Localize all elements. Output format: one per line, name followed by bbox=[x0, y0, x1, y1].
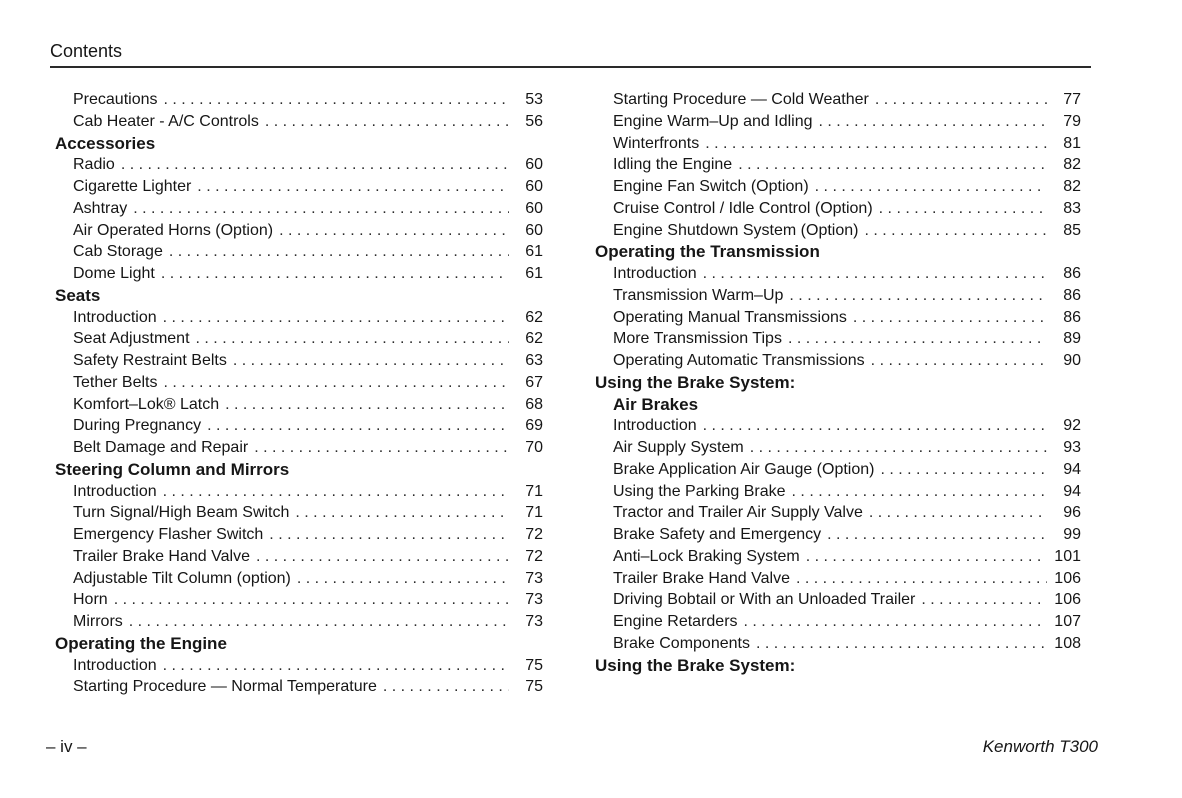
toc-entry-page: 61 bbox=[525, 265, 543, 282]
toc-entry[interactable] bbox=[55, 437, 543, 459]
toc-section-heading: Accessories bbox=[55, 133, 156, 153]
dot-leader bbox=[879, 198, 1047, 220]
toc-entry[interactable] bbox=[595, 263, 1081, 285]
dot-leader bbox=[853, 307, 1047, 329]
dot-leader bbox=[871, 350, 1047, 372]
dot-leader bbox=[880, 459, 1047, 481]
toc-entry-page: 71 bbox=[525, 504, 543, 522]
dot-leader bbox=[788, 328, 1047, 350]
dot-leader bbox=[114, 589, 509, 611]
toc-entry-page: 86 bbox=[1063, 286, 1081, 304]
toc-entry-title: Engine Fan Switch (Option) bbox=[613, 178, 809, 195]
toc-entry-title: Engine Retarders bbox=[613, 613, 738, 630]
toc-entry-title: Precautions bbox=[73, 91, 158, 108]
toc-entry-page: 75 bbox=[525, 678, 543, 696]
toc-entry-title: Seat Adjustment bbox=[73, 330, 190, 348]
toc-entry-page: 106 bbox=[1054, 591, 1081, 609]
toc-entry[interactable] bbox=[595, 459, 1081, 481]
dot-leader bbox=[254, 437, 509, 459]
dot-leader bbox=[256, 546, 509, 568]
dot-leader bbox=[864, 220, 1047, 242]
toc-entry-title: Introduction bbox=[73, 656, 157, 674]
toc-entry[interactable] bbox=[595, 133, 1081, 155]
toc-entry[interactable] bbox=[595, 154, 1081, 176]
toc-entry-page: 79 bbox=[1063, 112, 1081, 130]
dot-leader bbox=[738, 154, 1047, 176]
dot-leader bbox=[269, 524, 509, 546]
toc-entry-page: 75 bbox=[525, 656, 543, 674]
toc-entry[interactable] bbox=[595, 198, 1081, 220]
toc-entry-title: Cab Storage bbox=[73, 243, 163, 261]
toc-section-heading: Steering Column and Mirrors bbox=[55, 459, 290, 479]
toc-entry[interactable] bbox=[55, 655, 543, 677]
toc-entry[interactable] bbox=[55, 568, 543, 590]
toc-entry-title: Brake Application Air Gauge (Option) bbox=[613, 460, 875, 478]
toc-entry-page: 106 bbox=[1054, 569, 1081, 587]
dot-leader bbox=[295, 502, 509, 524]
toc-entry-title: Operating Automatic Transmissions bbox=[613, 352, 865, 369]
page-header-title: Contents bbox=[50, 41, 123, 61]
toc-entry[interactable] bbox=[595, 111, 1081, 133]
toc-entry-page: 90 bbox=[1063, 352, 1081, 369]
toc-entry-page: 62 bbox=[525, 330, 543, 348]
dot-leader bbox=[750, 437, 1047, 459]
toc-entry-title: Introduction bbox=[613, 265, 697, 282]
toc-entry-page: 89 bbox=[1063, 330, 1081, 348]
toc-entry-title: Dome Light bbox=[73, 265, 155, 282]
toc-entry-title: Belt Damage and Repair bbox=[73, 439, 249, 456]
toc-entry-page: 71 bbox=[525, 482, 543, 500]
toc-entry-page: 73 bbox=[525, 569, 543, 587]
toc-entry-page: 60 bbox=[525, 156, 543, 174]
dot-leader bbox=[129, 611, 509, 633]
dot-leader bbox=[164, 89, 510, 111]
toc-entry[interactable] bbox=[55, 198, 543, 220]
dot-leader bbox=[197, 176, 509, 198]
dot-leader bbox=[869, 502, 1047, 524]
toc-entry[interactable] bbox=[55, 328, 543, 350]
toc-entry-page: 73 bbox=[525, 591, 543, 609]
toc-entry-page: 77 bbox=[1063, 91, 1081, 108]
toc-entry[interactable] bbox=[595, 568, 1081, 590]
toc-entry-page: 107 bbox=[1054, 613, 1081, 630]
toc-entry[interactable] bbox=[595, 589, 1081, 611]
toc-entry-title: Anti–Lock Braking System bbox=[613, 547, 800, 565]
toc-entry[interactable] bbox=[55, 502, 543, 524]
toc-entry-title: Turn Signal/High Beam Switch bbox=[73, 504, 290, 522]
toc-entry-title: Winterfronts bbox=[613, 134, 700, 152]
toc-subsection-heading: Air Brakes bbox=[613, 394, 699, 414]
toc-entry[interactable] bbox=[595, 415, 1081, 437]
toc-section-heading: Operating the Transmission bbox=[595, 242, 820, 262]
toc-entry[interactable] bbox=[595, 524, 1081, 546]
dot-leader bbox=[383, 676, 509, 698]
toc-entry-page: 85 bbox=[1063, 221, 1081, 239]
toc-entry[interactable] bbox=[55, 241, 543, 263]
toc-entry[interactable] bbox=[595, 481, 1081, 503]
toc-entry[interactable] bbox=[595, 437, 1081, 459]
toc-entry-title: Cruise Control / Idle Control (Option) bbox=[613, 199, 873, 217]
toc-entry-page: 69 bbox=[525, 417, 543, 435]
toc-entry-title: Horn bbox=[73, 591, 108, 609]
toc-entry-page: 72 bbox=[525, 547, 543, 565]
dot-leader bbox=[279, 220, 509, 242]
toc-entry[interactable] bbox=[595, 220, 1081, 242]
toc-entry-title: Adjustable Tilt Column (option) bbox=[73, 569, 291, 587]
toc-entry-page: 86 bbox=[1063, 265, 1081, 282]
toc-entry[interactable] bbox=[595, 633, 1081, 655]
toc-entry-title: Trailer Brake Hand Valve bbox=[613, 569, 790, 587]
toc-entry-page: 108 bbox=[1054, 634, 1081, 652]
toc-entry[interactable] bbox=[55, 263, 543, 285]
toc-entry-page: 67 bbox=[525, 373, 543, 391]
toc-entry-title: Engine Shutdown System (Option) bbox=[613, 221, 859, 239]
toc-entry-title: Trailer Brake Hand Valve bbox=[73, 547, 250, 565]
toc-entry-page: 96 bbox=[1063, 504, 1081, 522]
toc-section-heading: Operating the Engine bbox=[55, 633, 227, 653]
dot-leader bbox=[121, 154, 509, 176]
dot-leader bbox=[827, 524, 1047, 546]
toc-entry[interactable] bbox=[55, 111, 543, 133]
toc-entry-page: 56 bbox=[525, 112, 543, 130]
toc-entry-page: 92 bbox=[1063, 417, 1081, 435]
toc-entry-page: 60 bbox=[525, 221, 543, 239]
dot-leader bbox=[196, 328, 509, 350]
toc-entry-title: Ashtray bbox=[73, 199, 128, 217]
dot-leader bbox=[875, 89, 1047, 111]
dot-leader bbox=[796, 568, 1047, 590]
toc-entry[interactable] bbox=[595, 285, 1081, 307]
toc-entry-title: Brake Components bbox=[613, 634, 750, 652]
toc-entry-page: 72 bbox=[525, 526, 543, 543]
toc-entry-page: 81 bbox=[1063, 134, 1081, 152]
page-number: – iv – bbox=[46, 737, 87, 756]
dot-leader bbox=[225, 394, 509, 416]
toc-entry-page: 62 bbox=[525, 308, 543, 326]
toc-entry-title: Idling the Engine bbox=[613, 156, 733, 174]
toc-entry-title: Komfort–Lok® Latch bbox=[73, 395, 220, 413]
toc-entry[interactable] bbox=[595, 89, 1081, 111]
toc-entry-title: Introduction bbox=[73, 482, 157, 500]
dot-leader bbox=[744, 611, 1047, 633]
toc-entry-page: 86 bbox=[1063, 308, 1081, 326]
toc-entry-title: Starting Procedure — Cold Weather bbox=[613, 91, 869, 108]
toc-entry[interactable] bbox=[55, 546, 543, 568]
toc-entry[interactable] bbox=[595, 307, 1081, 329]
toc-entry[interactable] bbox=[55, 676, 543, 698]
toc-entry-page: 99 bbox=[1063, 526, 1081, 543]
header-rule bbox=[50, 66, 1091, 68]
toc-entry-title: Cab Heater - A/C Controls bbox=[73, 112, 259, 130]
toc-entry[interactable] bbox=[55, 89, 543, 111]
toc-entry-title: Tractor and Trailer Air Supply Valve bbox=[613, 504, 863, 522]
toc-entry-title: Brake Safety and Emergency bbox=[613, 526, 822, 543]
toc-entry-page: 70 bbox=[525, 439, 543, 456]
toc-entry-title: Mirrors bbox=[73, 613, 123, 630]
toc-entry-title: Using the Parking Brake bbox=[613, 482, 786, 500]
toc-entry-title: Tether Belts bbox=[73, 373, 158, 391]
toc-entry-page: 61 bbox=[525, 243, 543, 261]
dot-leader bbox=[792, 481, 1047, 503]
toc-entry-title: Safety Restraint Belts bbox=[73, 352, 227, 369]
toc-entry-title: Operating Manual Transmissions bbox=[613, 308, 847, 326]
toc-entry-page: 63 bbox=[525, 352, 543, 369]
toc-entry[interactable] bbox=[55, 589, 543, 611]
dot-leader bbox=[163, 307, 509, 329]
toc-left-column bbox=[55, 89, 543, 698]
toc-entry[interactable] bbox=[595, 546, 1081, 568]
toc-entry-title: Engine Warm–Up and Idling bbox=[613, 112, 813, 130]
toc-entry-page: 60 bbox=[525, 178, 543, 195]
dot-leader bbox=[133, 198, 509, 220]
toc-entry[interactable] bbox=[55, 481, 543, 503]
toc-entry-title: Air Operated Horns (Option) bbox=[73, 221, 274, 239]
toc-entry-title: Driving Bobtail or With an Unloaded Trailer bbox=[613, 591, 916, 609]
toc-section-heading: Using the Brake System: bbox=[595, 655, 796, 675]
dot-leader bbox=[163, 372, 509, 394]
toc-entry-page: 82 bbox=[1063, 178, 1081, 195]
dot-leader bbox=[233, 350, 509, 372]
toc-entry-page: 94 bbox=[1063, 482, 1081, 500]
toc-entry[interactable] bbox=[55, 372, 543, 394]
toc-entry[interactable] bbox=[55, 394, 543, 416]
dot-leader bbox=[705, 133, 1047, 155]
dot-leader bbox=[297, 568, 509, 590]
toc-entry-page: 94 bbox=[1063, 460, 1081, 478]
toc-entry-title: Air Supply System bbox=[613, 439, 744, 456]
dot-leader bbox=[163, 481, 509, 503]
toc-entry-title: Introduction bbox=[613, 417, 697, 435]
toc-entry-page: 101 bbox=[1054, 547, 1081, 565]
dot-leader bbox=[819, 111, 1047, 133]
toc-entry-title: Emergency Flasher Switch bbox=[73, 526, 264, 543]
toc-entry-title: During Pregnancy bbox=[73, 417, 202, 435]
toc-entry-title: Introduction bbox=[73, 308, 157, 326]
toc-entry-page: 93 bbox=[1063, 439, 1081, 456]
toc-entry[interactable] bbox=[55, 611, 543, 633]
dot-leader bbox=[207, 415, 509, 437]
dot-leader bbox=[161, 263, 509, 285]
toc-section-heading: Seats bbox=[55, 285, 101, 305]
toc-entry[interactable] bbox=[595, 611, 1081, 633]
toc-entry-page: 68 bbox=[525, 395, 543, 413]
toc-entry[interactable] bbox=[595, 328, 1081, 350]
toc-entry[interactable] bbox=[595, 176, 1081, 198]
dot-leader bbox=[756, 633, 1047, 655]
toc-entry-page: 53 bbox=[525, 91, 543, 108]
toc-entry[interactable] bbox=[55, 524, 543, 546]
toc-entry[interactable] bbox=[55, 307, 543, 329]
toc-entry-page: 60 bbox=[525, 199, 543, 217]
toc-entry[interactable] bbox=[55, 350, 543, 372]
footer-product-title: Kenworth T300 bbox=[982, 737, 1098, 756]
dot-leader bbox=[169, 241, 509, 263]
dot-leader bbox=[815, 176, 1047, 198]
toc-entry-page: 83 bbox=[1063, 199, 1081, 217]
toc-entry[interactable] bbox=[55, 154, 543, 176]
toc-entry-title: More Transmission Tips bbox=[613, 330, 782, 348]
dot-leader bbox=[703, 415, 1047, 437]
dot-leader bbox=[703, 263, 1047, 285]
dot-leader bbox=[921, 589, 1047, 611]
toc-entry[interactable] bbox=[595, 502, 1081, 524]
dot-leader bbox=[806, 546, 1047, 568]
toc-entry[interactable] bbox=[55, 415, 543, 437]
toc-entry-title: Radio bbox=[73, 156, 115, 174]
toc-entry-title: Transmission Warm–Up bbox=[613, 286, 784, 304]
toc-entry-title: Starting Procedure — Normal Temperature bbox=[73, 678, 377, 696]
toc-entry-page: 82 bbox=[1063, 156, 1081, 174]
dot-leader bbox=[789, 285, 1047, 307]
toc-entry[interactable] bbox=[55, 220, 543, 242]
toc-right-column bbox=[595, 89, 1081, 676]
dot-leader bbox=[265, 111, 509, 133]
toc-entry-title: Cigarette Lighter bbox=[73, 178, 192, 195]
toc-entry[interactable] bbox=[595, 350, 1081, 372]
dot-leader bbox=[163, 655, 509, 677]
toc-entry[interactable] bbox=[55, 176, 543, 198]
toc-entry-page: 73 bbox=[525, 613, 543, 630]
toc-section-heading: Using the Brake System: bbox=[595, 372, 796, 392]
